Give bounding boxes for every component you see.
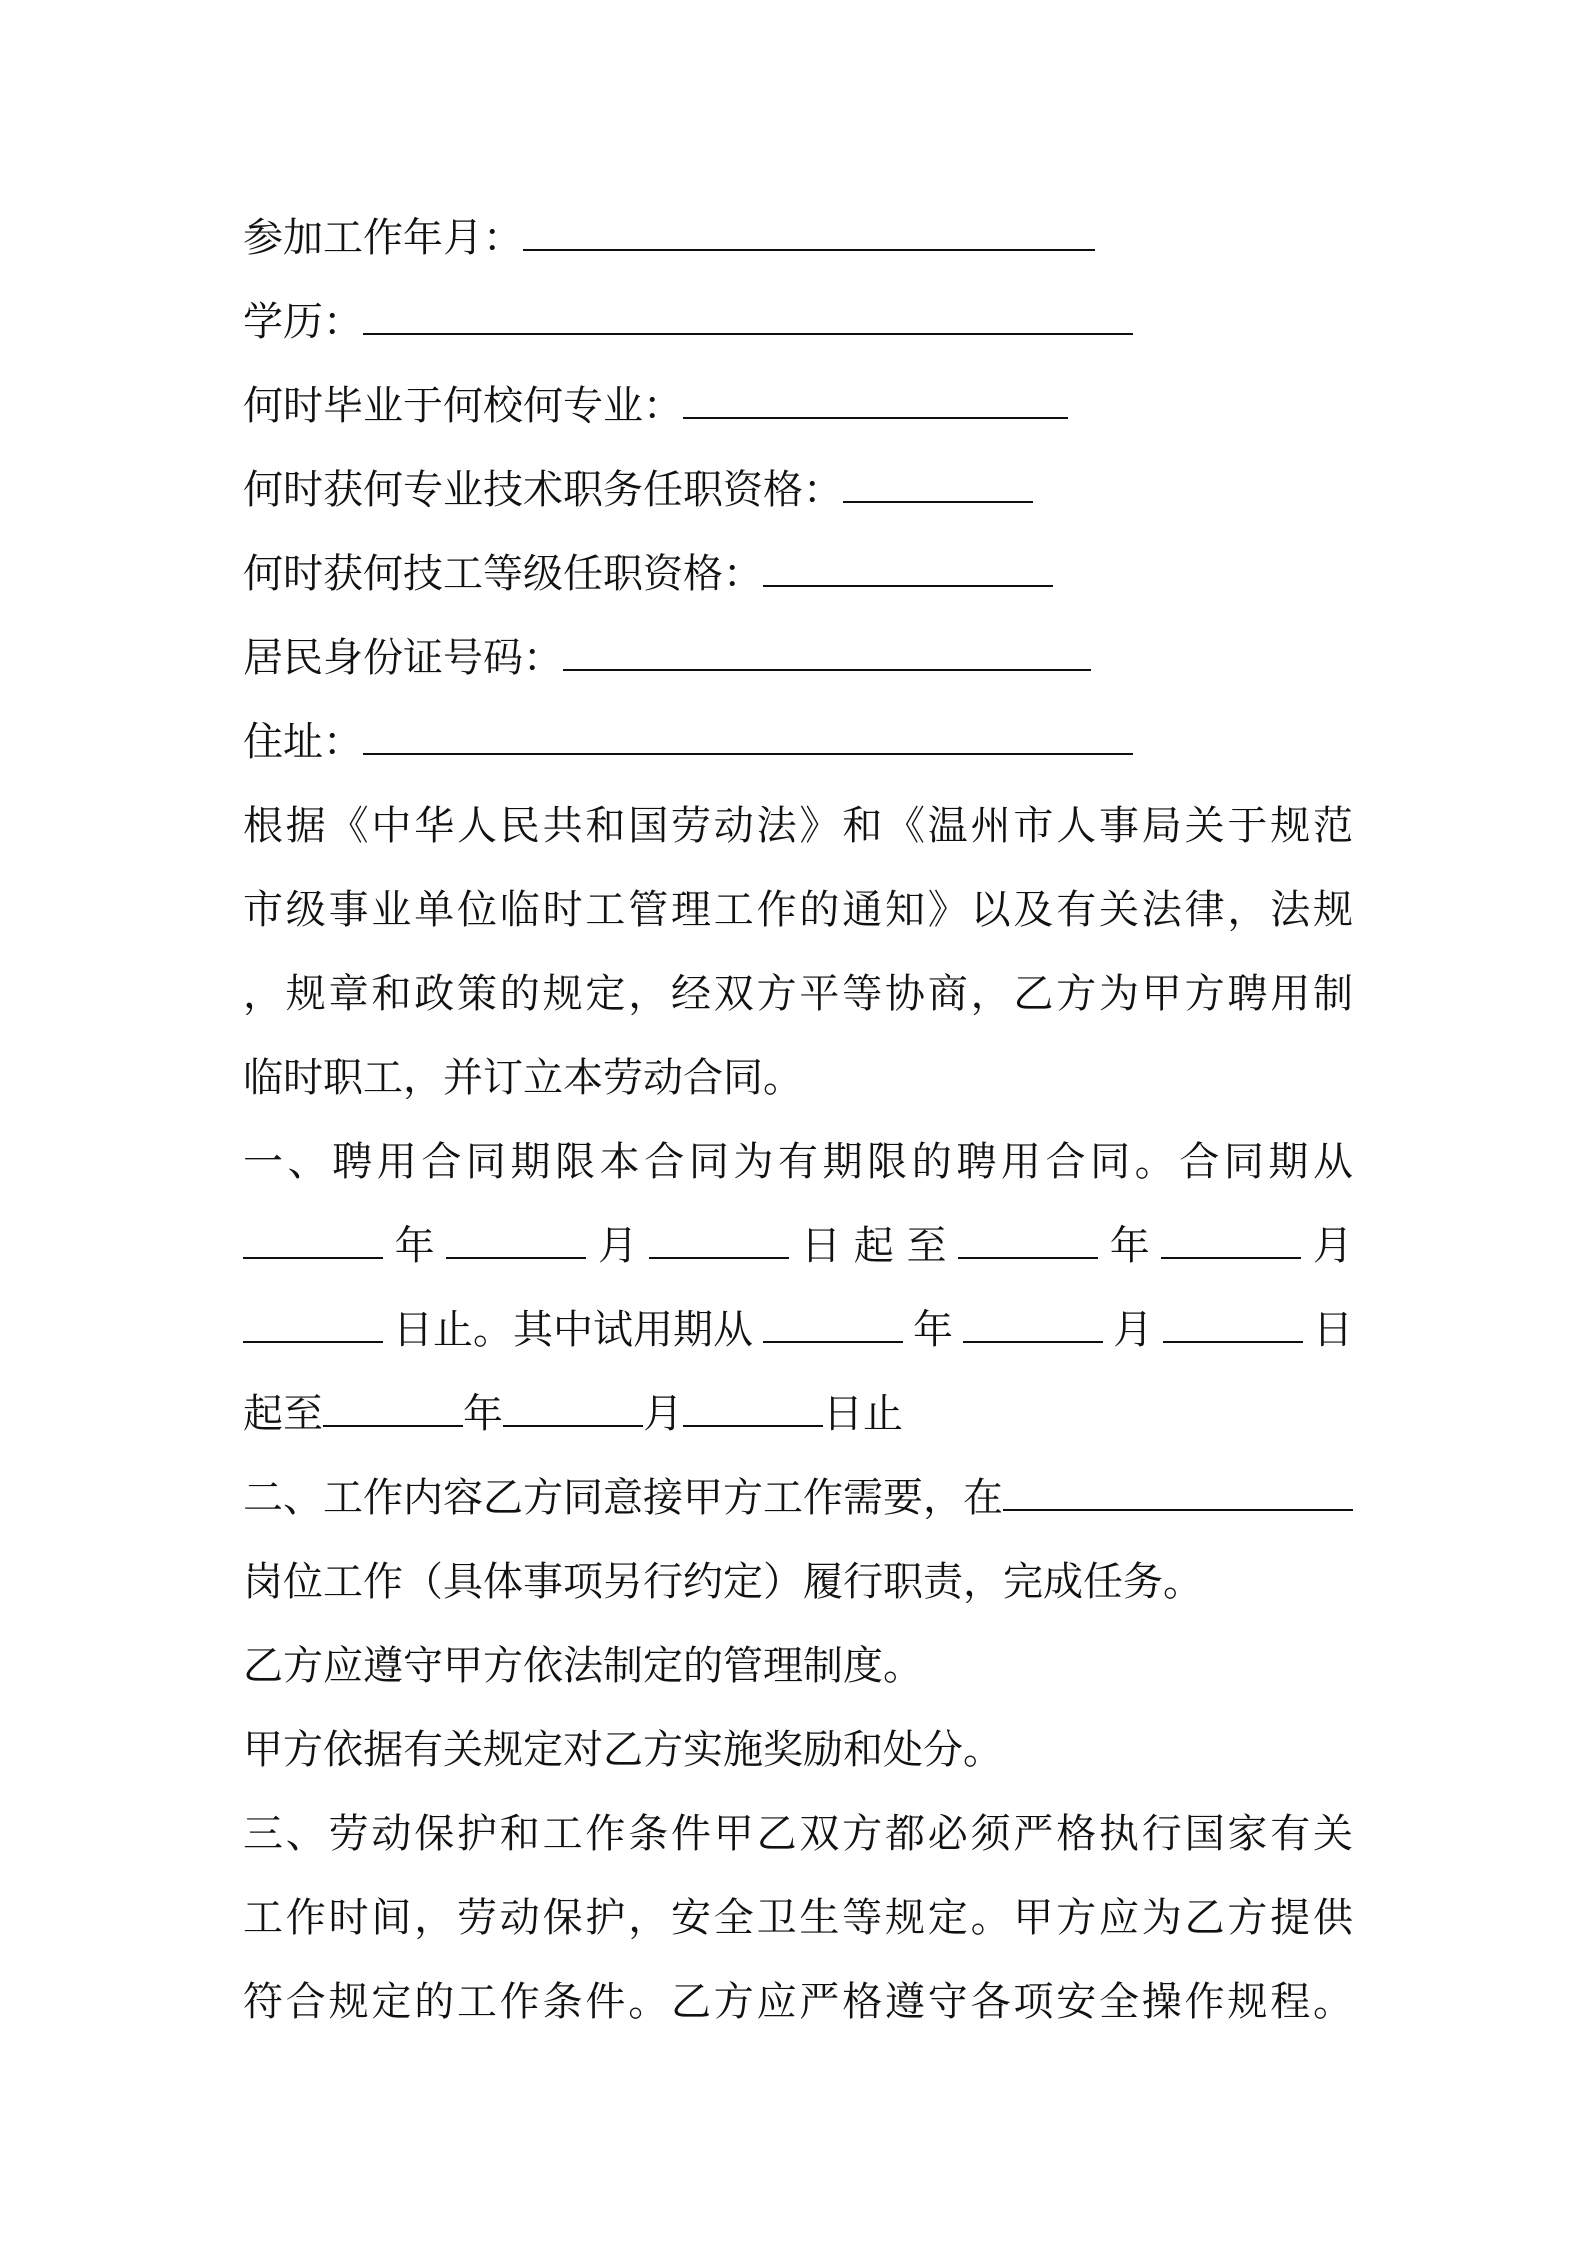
- education-row: [243, 280, 1353, 364]
- work-start-label: 参加工作年月：: [243, 215, 523, 261]
- preamble-line-4: 临时职工，并订立本劳动合同。: [243, 1055, 803, 1101]
- tech-qualification-label: 何时获何专业技术职务任职资格：: [243, 467, 843, 513]
- graduation-blank: [683, 387, 1068, 419]
- clause3-line-1: 三、劳动保护和工作条件甲乙双方都必须严格执行国家有关: [243, 1811, 1353, 1857]
- trial-start-day-label: 日: [1313, 1307, 1353, 1353]
- start-day-blank: [649, 1227, 789, 1259]
- start-year-blank: [243, 1227, 383, 1259]
- graduation-row: [243, 364, 1353, 448]
- trial-from-to-label: 起至: [243, 1391, 323, 1437]
- preamble-line-2: 市级事业单位临时工管理工作的通知》以及有关法律，法规: [243, 887, 1353, 933]
- position-blank: [1003, 1479, 1353, 1511]
- clause1-line-4: [243, 1372, 1353, 1456]
- work-start-blank: [523, 219, 1095, 251]
- preamble-line-3: ，规章和政策的规定，经双方平等协商，乙方为甲方聘用制: [243, 971, 1353, 1017]
- trial-start-month-blank: [963, 1311, 1103, 1343]
- clause1-line-3: [243, 1288, 1353, 1372]
- clause2-line-3: 乙方应遵守甲方依法制定的管理制度。: [243, 1643, 923, 1689]
- trial-end-year-blank: [323, 1395, 463, 1427]
- tech-qualification-row: [243, 448, 1353, 532]
- skill-qualification-label: 何时获何技工等级任职资格：: [243, 551, 763, 597]
- trial-end-day-label: 日止: [823, 1391, 903, 1437]
- end-year-label: 年: [1109, 1223, 1150, 1269]
- education-label: 学历：: [243, 299, 363, 345]
- trial-end-month-blank: [503, 1395, 643, 1427]
- clause2-line-4: 甲方依据有关规定对乙方实施奖励和处分。: [243, 1727, 1003, 1773]
- education-blank: [363, 303, 1133, 335]
- trial-end-month-label: 月: [643, 1391, 683, 1437]
- trial-start-year-label: 年: [913, 1307, 953, 1353]
- preamble-line-1: 根据《中华人民共和国劳动法》和《温州市人事局关于规范: [243, 803, 1353, 849]
- start-year-label: 年: [394, 1223, 435, 1269]
- start-day-label: 日 起 至: [801, 1223, 947, 1269]
- clause2-line-1: [243, 1456, 1353, 1540]
- start-month-blank: [446, 1227, 586, 1259]
- clause1-line-1: 一、聘用合同期限本合同为有期限的聘用合同。合同期从: [243, 1139, 1353, 1185]
- address-blank: [363, 723, 1133, 755]
- clause2-intro: 二、工作内容乙方同意接甲方工作需要，在: [243, 1475, 1003, 1521]
- end-year-blank: [958, 1227, 1098, 1259]
- clause3-line-2: 工作时间，劳动保护，安全卫生等规定。甲方应为乙方提供: [243, 1895, 1353, 1941]
- contract-body: [243, 196, 1353, 2044]
- end-month-label: 月: [1312, 1223, 1353, 1269]
- trial-start-month-label: 月: [1113, 1307, 1153, 1353]
- address-label: 住址：: [243, 719, 363, 765]
- id-number-row: [243, 616, 1353, 700]
- end-day-blank: [243, 1311, 383, 1343]
- tech-qualification-blank: [843, 471, 1033, 503]
- address-row: [243, 700, 1353, 784]
- trial-start-day-blank: [1163, 1311, 1303, 1343]
- work-start-row: [243, 196, 1353, 280]
- id-number-label: 居民身份证号码：: [243, 635, 563, 681]
- trial-end-year-label: 年: [463, 1391, 503, 1437]
- end-month-blank: [1161, 1227, 1301, 1259]
- trial-end-day-blank: [683, 1395, 823, 1427]
- clause1-line-2: [243, 1204, 1353, 1288]
- clause3-line-3: 符合规定的工作条件。乙方应严格遵守各项安全操作规程。: [243, 1979, 1353, 2025]
- trial-start-year-blank: [763, 1311, 903, 1343]
- start-month-label: 月: [597, 1223, 638, 1269]
- clause2-line-2: 岗位工作（具体事项另行约定）履行职责，完成任务。: [243, 1559, 1203, 1605]
- skill-qualification-blank: [763, 555, 1053, 587]
- id-number-blank: [563, 639, 1091, 671]
- end-day-label: 日止。其中试用期从: [393, 1307, 753, 1353]
- skill-qualification-row: [243, 532, 1353, 616]
- graduation-label: 何时毕业于何校何专业：: [243, 383, 683, 429]
